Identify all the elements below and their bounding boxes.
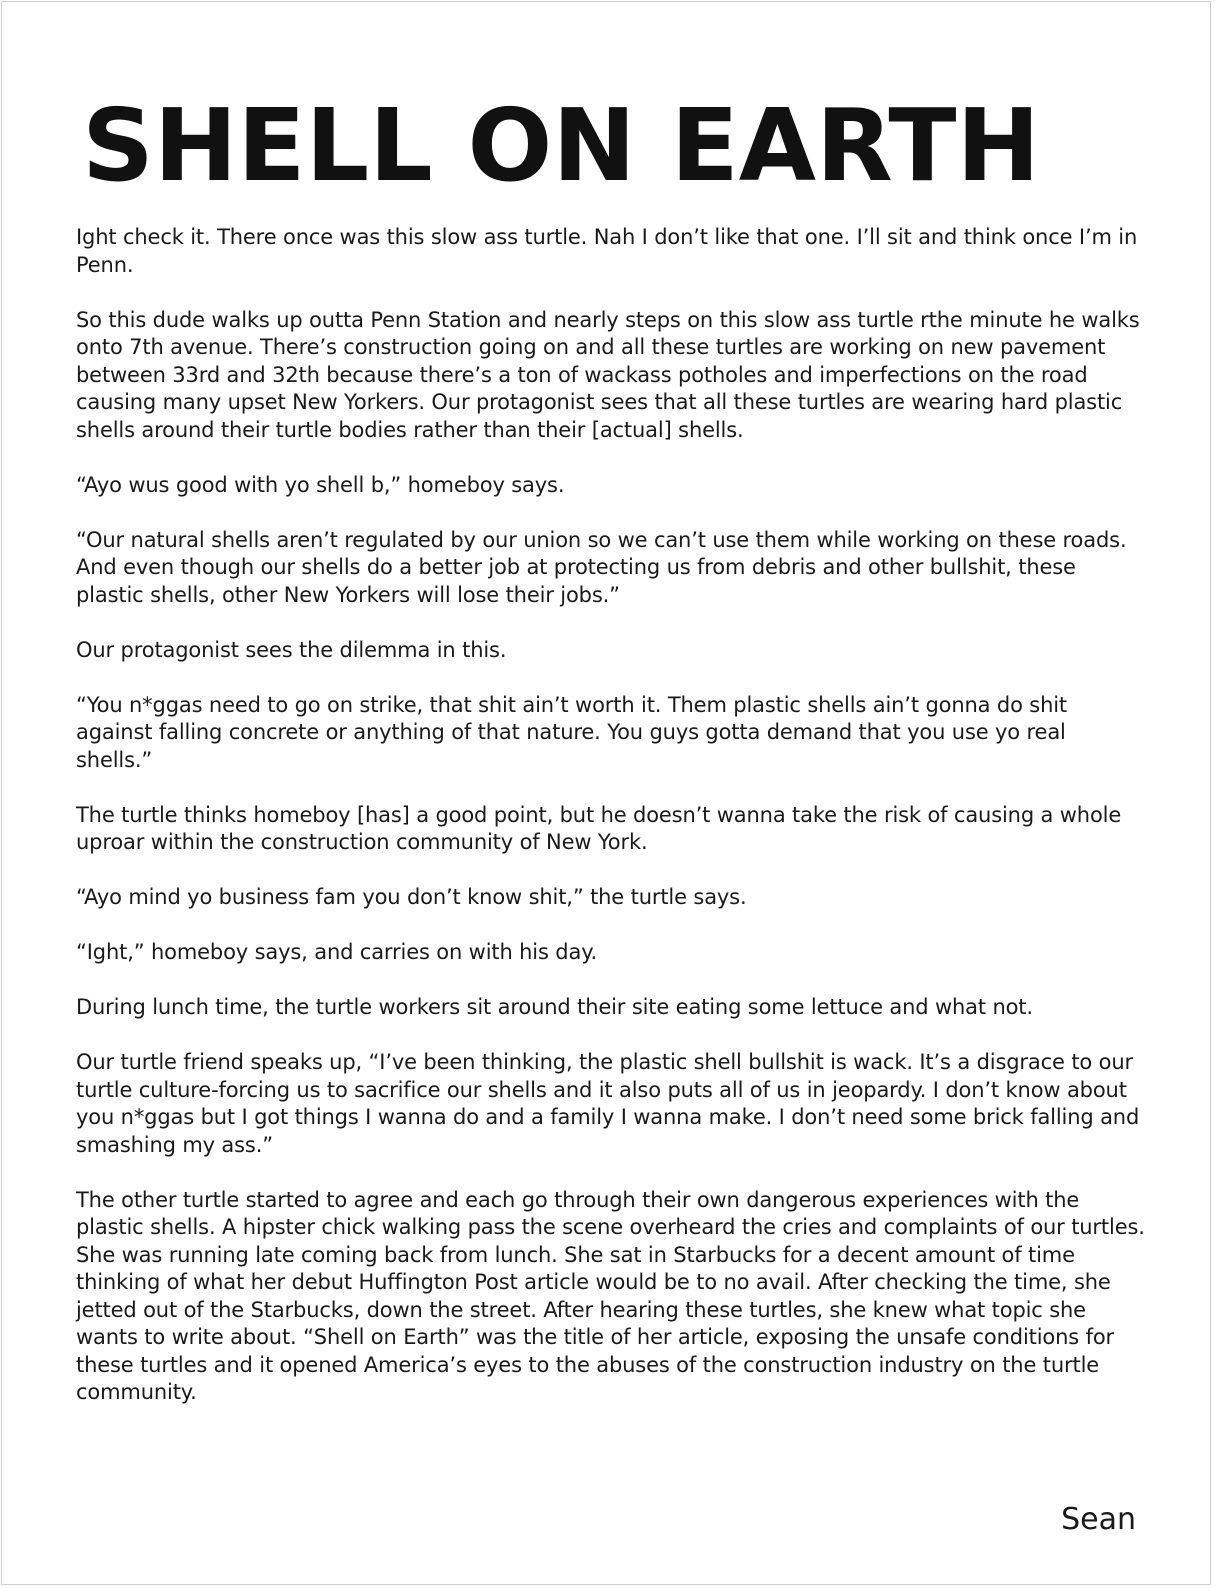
paragraph: During lunch time, the turtle workers sit around their site eating some lettuce and what not. <box>76 995 1033 1019</box>
paragraph: So this dude walks up outta Penn Station and nearly steps on this slow ass turtle rthe minute he walks onto 7th avenue. There’s construction going on and all these turtles are working on new pavement between 33rd and 32th because there’s a ton of wackass potholes and imperfections on the road causing many upset New Yorkers. Our protagonist sees that all these turtles are wearing hard plastic shells around their turtle bodies rather than their [actual] shells. <box>76 307 1140 442</box>
document-title <box>82 80 1042 192</box>
title-svg <box>82 80 1042 192</box>
paragraph: “Our natural shells aren’t regulated by our union so we can’t use them while working on these roads. And even though our shells do a better job at protecting us from debris and other bullshit, these plastic shells, other New Yorkers will lose their jobs.” <box>76 527 1127 607</box>
document-page <box>1 1 1211 1585</box>
paragraph: “You n*ggas need to go on strike, that shit ain’t worth it. Them plastic shells ain’t gonna do shit against falling concrete or anything of that nature. You guys gotta demand that you use yo real shells.” <box>76 692 1068 772</box>
paragraph: “Ayo wus good with yo shell b,” homeboy says. <box>76 472 565 497</box>
paragraph: Our protagonist sees the dilemma in this. <box>76 637 507 662</box>
paragraph: The other turtle started to agree and each go through their own dangerous experiences with the plastic shells. A hipster chick walking pass the scene overheard the cries and complaints of our turtles. She was running late coming back from lunch. She sat in Starbucks for a decent amount of time thinking of what her debut Huffington Post article would be to no avail. After checking the time, she jetted out of the Starbucks, down the street. After hearing these turtles, she knew what topic she wants to write about. “Shell on Earth” was the title of her article, exposing the unsafe conditions for these turtles and it opened America’s eyes to the abuses of the construction industry on the turtle community. <box>76 1187 1145 1404</box>
author-signature: Sean <box>1061 1502 1136 1537</box>
paragraph: Ight check it. There once was this slow ass turtle. Nah I don’t like that one. I’ll sit and think once I’m in Penn. <box>76 225 1138 277</box>
paragraph: Our turtle friend speaks up, “I’ve been thinking, the plastic shell bullshit is wack. It’s a disgrace to our turtle culture-forcing us to sacrifice our shells and it also puts all of us in jeopardy. I don’t know about you n*ggas but I got things I wanna do and a family I wanna make. I don’t need some brick falling and smashing my ass.” <box>76 1050 1140 1157</box>
title-text: SHELL ON EARTH <box>82 87 1040 192</box>
paragraph: “Ayo mind yo business fam you don’t know shit,” the turtle says. <box>76 885 747 909</box>
paragraph: The turtle thinks homeboy [has] a good point, but he doesn’t wanna take the risk of causing a whole uproar within the construction community of New York. <box>76 802 1122 854</box>
paragraph: “Ight,” homeboy says, and carries on with his day. <box>76 940 598 964</box>
article-body <box>76 224 1146 1434</box>
